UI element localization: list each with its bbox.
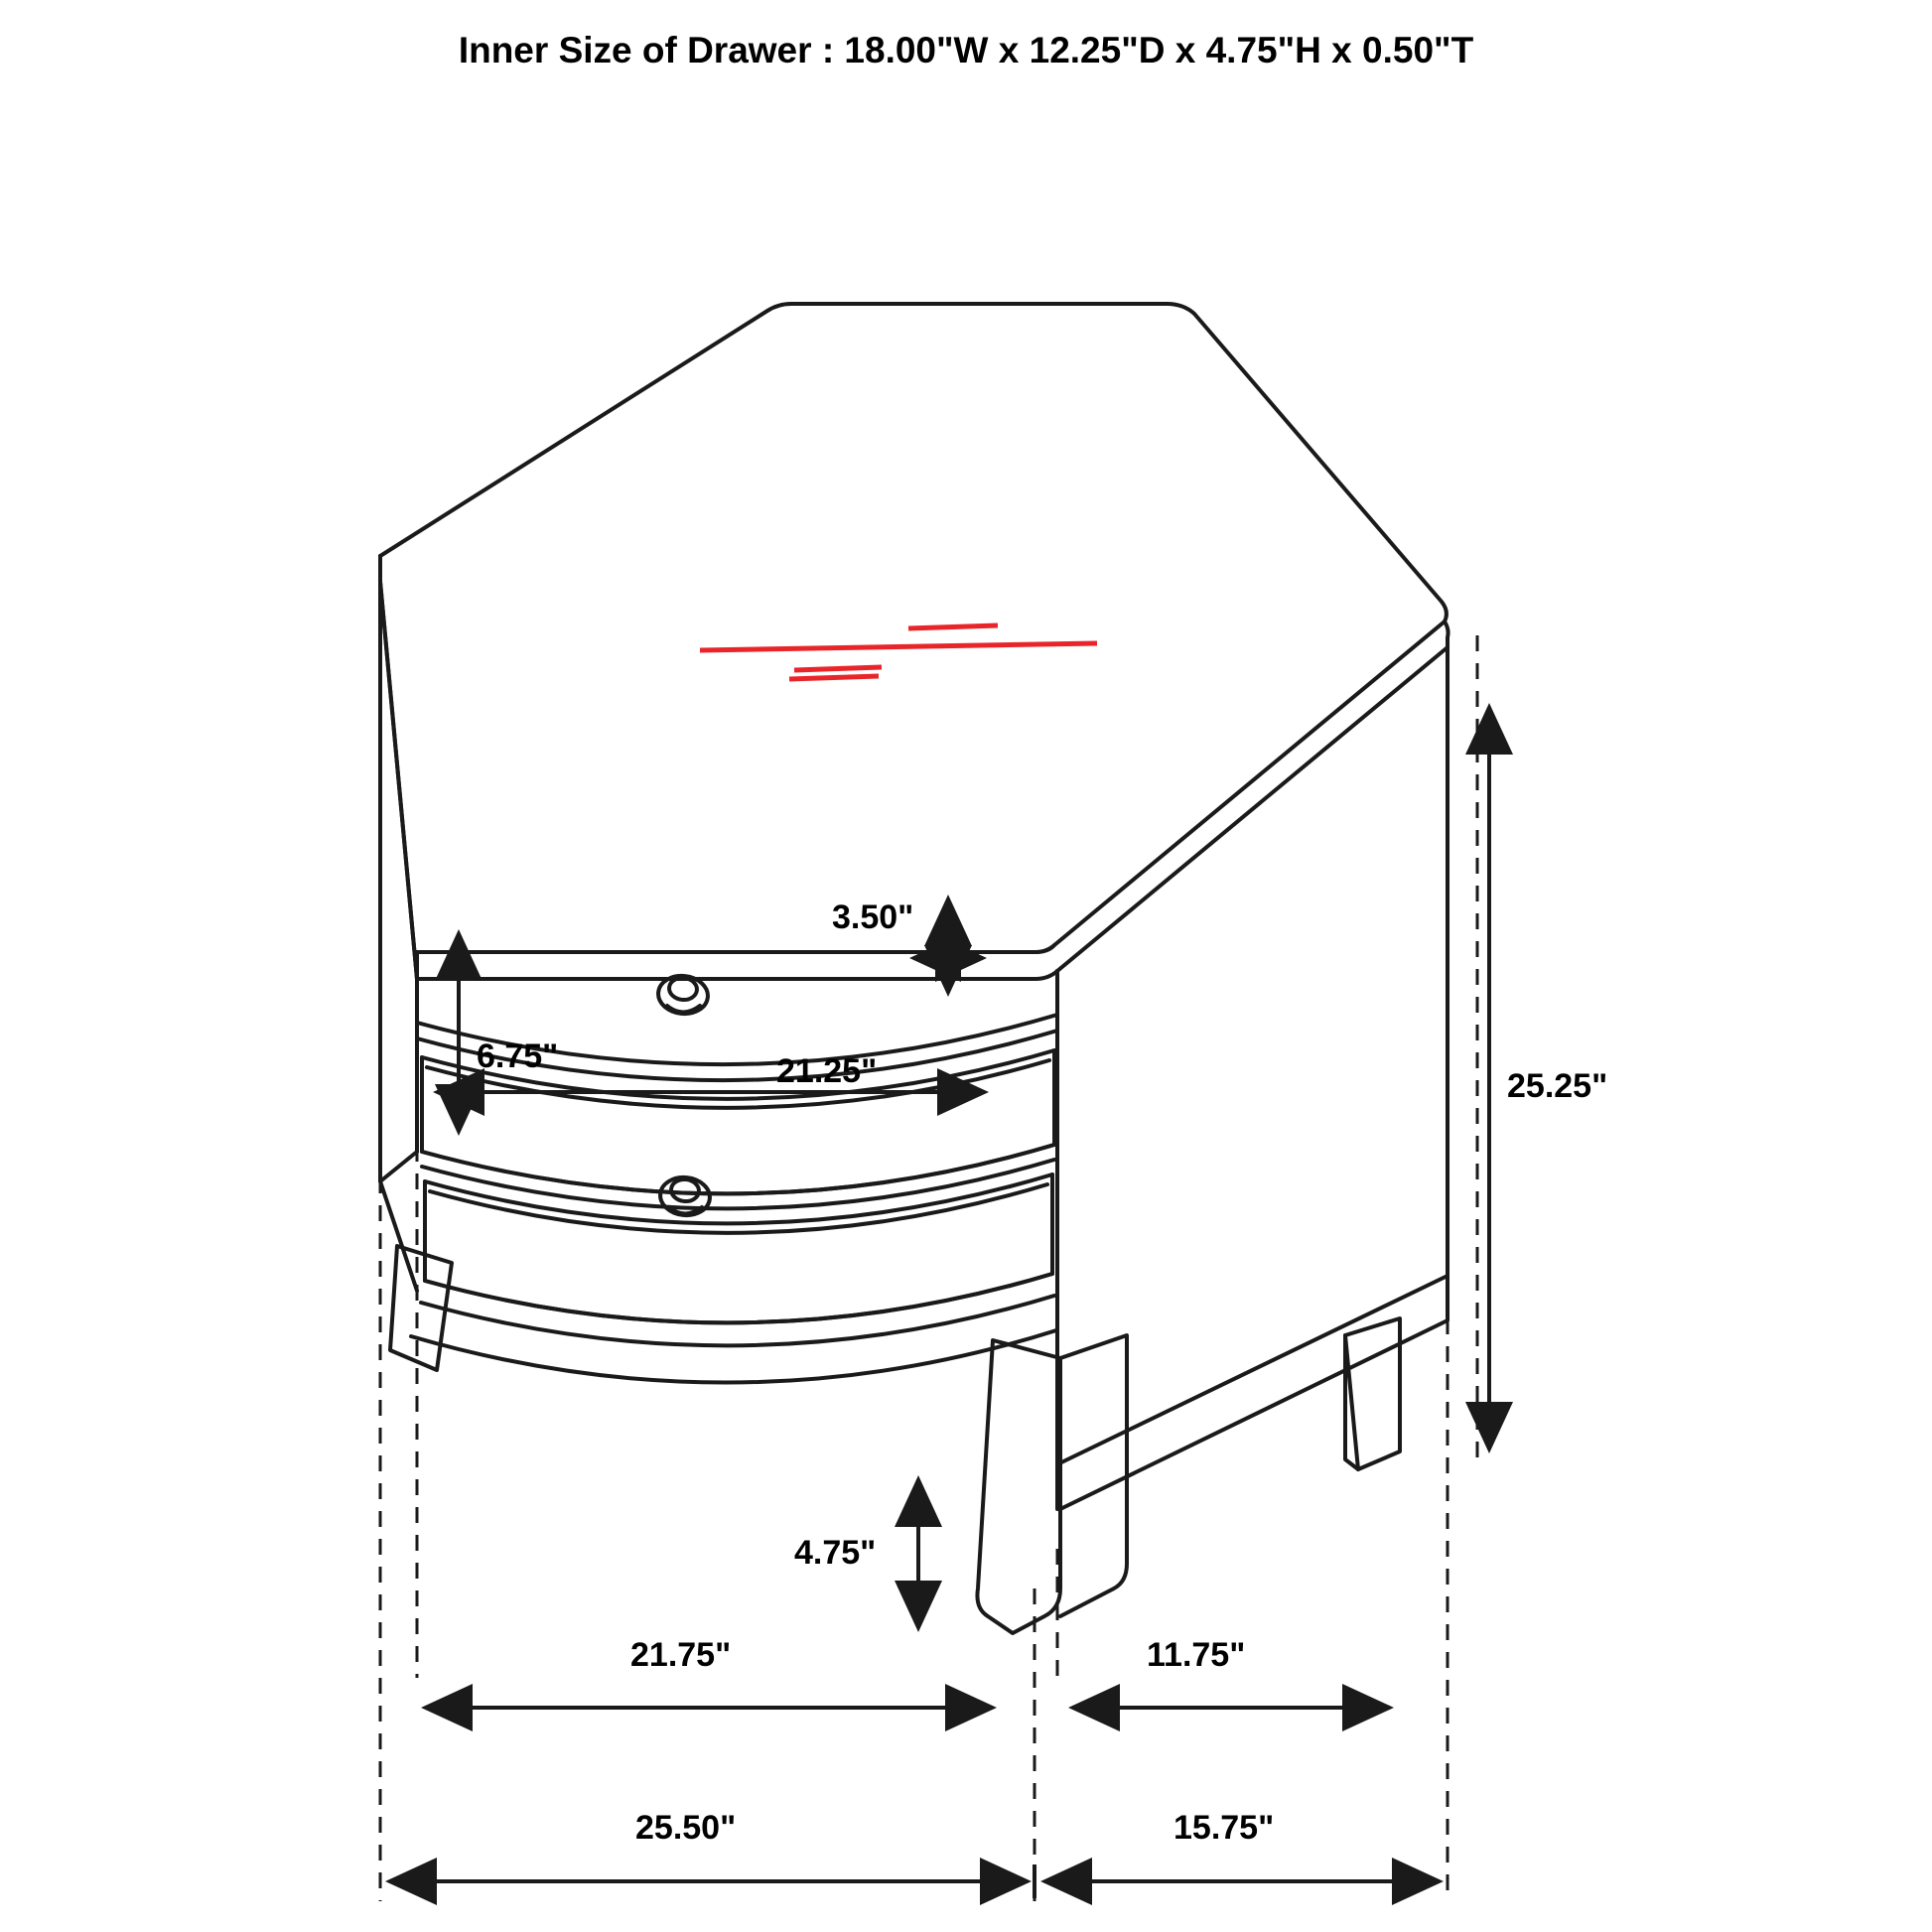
dimension-label-overall-height: 25.25" bbox=[1507, 1067, 1608, 1105]
dimension-label-drawer-bank-height: 6.75" bbox=[477, 1037, 559, 1075]
page-title: Inner Size of Drawer : 18.00"W x 12.25"D x 4.75"H x 0.50"T bbox=[458, 30, 1474, 70]
dimension-label-side-panel-depth: 11.75" bbox=[1147, 1636, 1246, 1674]
drawer-knob-lower bbox=[658, 1174, 712, 1217]
cabinet-body bbox=[380, 301, 1449, 1633]
dimension-label-drawer-front-width: 21.25" bbox=[776, 1052, 878, 1090]
dimension-label-drawer-front-height: 3.50" bbox=[832, 898, 914, 936]
dimension-label-front-panel-width: 21.75" bbox=[630, 1636, 732, 1674]
dimension-label-leg-height: 4.75" bbox=[794, 1534, 877, 1572]
dimension-label-overall-width: 25.50" bbox=[635, 1809, 737, 1847]
dimension-label-overall-depth: 15.75" bbox=[1173, 1809, 1275, 1847]
